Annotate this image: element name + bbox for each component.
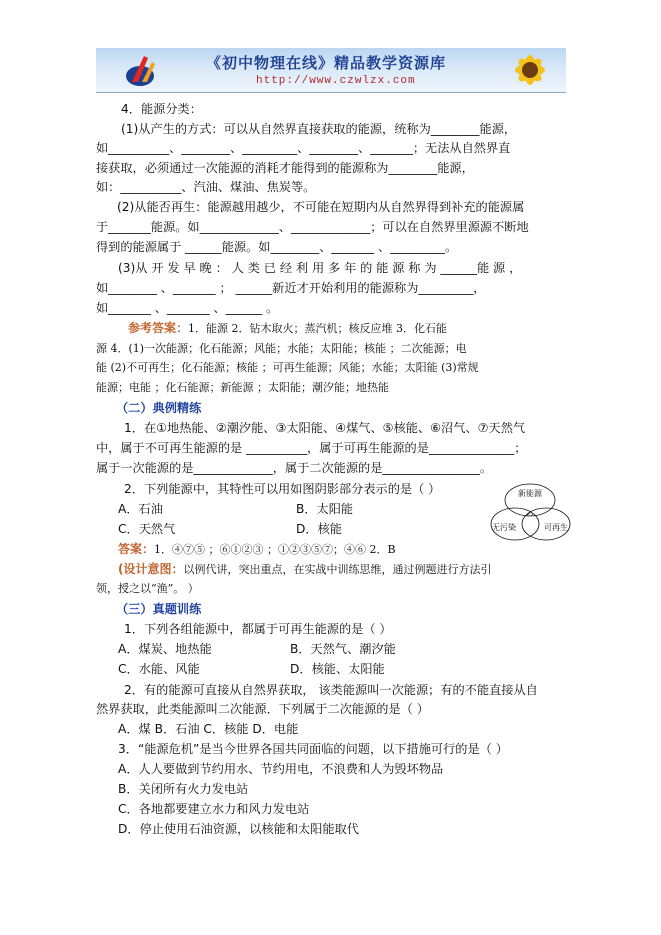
text-line: 如_______ 、_______ 、______ 。 xyxy=(96,301,279,315)
section-title: （三）真题训练 xyxy=(116,602,202,616)
venn-label-top: 新能源 xyxy=(518,489,542,498)
design-intent-line: 领，授之以“渔”。 ） xyxy=(96,582,199,595)
option-b: B．关闭所有火力发电站 xyxy=(118,782,249,796)
design-intent-label: (设计意图： xyxy=(118,562,184,576)
option-d: D．核能 xyxy=(296,522,342,536)
question-line: 2．有的能源可直接从自然界获取， 该类能源叫一次能源；有的不能直接从自 xyxy=(124,683,538,697)
option-d: D．停止使用石油资源，以核能和太阳能取代 xyxy=(118,822,359,836)
question-line: 然界获取，此类能源叫二次能源．下列属于二次能源的是（ ） xyxy=(96,702,429,716)
answer-line: 能 (2)不可再生；化石能源；核能 ；可再生能源；风能；水能；太阳能 (3)常规 xyxy=(96,361,479,374)
question-line: 1．在①地热能、②潮汐能、③太阳能、④煤气、⑤核能、⑥沼气、⑦天然气 xyxy=(124,421,526,435)
text-line: 于_______能源。如_____________、_____________；可以在自然界里源源不断地 xyxy=(96,220,529,234)
text-line: 如__________、________、_________、________、_______；无法从自然界直 xyxy=(96,141,511,155)
answer-label: 参考答案： xyxy=(128,321,189,335)
text-line: 得到的能源属于 ______能源。如________、_______ 、_________。 xyxy=(96,240,458,254)
text-line: (2)从能否再生：能源越用越少，不可能在短期内从自然界得到补充的能源属 xyxy=(117,200,525,214)
option-c: C．天然气 xyxy=(118,522,176,536)
answer-label: 答案： xyxy=(118,542,155,556)
header-banner xyxy=(96,48,566,93)
option-a: A．人人要做到节约用水、节约用电，不浪费和人为毁坏物品 xyxy=(118,762,444,776)
section-title: （二）典例精练 xyxy=(116,401,202,415)
logo-icon xyxy=(122,52,162,90)
venn-diagram xyxy=(488,482,572,544)
option-a: A．石油 xyxy=(118,502,163,516)
text-line: 如：__________、汽油、煤油、焦炭等。 xyxy=(96,180,316,194)
venn-label-left: 无污染 xyxy=(492,523,516,532)
item4-heading: 4．能源分类： xyxy=(121,102,202,116)
question-line: 属于一次能源的是_____________，属于二次能源的是________________。 xyxy=(96,461,493,475)
answer-line: 能源；电能 ；化石能源；新能源 ；太阳能；潮汐能；地热能 xyxy=(96,381,389,394)
question-line: 2．下列能源中，其特性可以用如图阴影部分表示的是（ ） xyxy=(124,482,441,496)
option-c: C．各地都要建立水力和风力发电站 xyxy=(118,802,310,816)
text-line: 接获取，必须通过一次能源的消耗才能得到的能源称为________能源， xyxy=(96,161,474,175)
text-line: (1)从产生的方式：可以从自然界直接获取的能源，统称为________能源， xyxy=(121,122,517,136)
design-intent-line xyxy=(118,561,492,578)
question-line: 3．“能源危机”是当今世界各国共同面临的问题，以下措施可行的是（ ） xyxy=(118,742,508,756)
option-line: A．煤 B．石油 C．核能 D．电能 xyxy=(118,722,299,736)
answer-line xyxy=(128,320,447,337)
answer-line: 源 4．(1)一次能源；化石能源；风能；水能；太阳能；核能 ；二次能源；电 xyxy=(96,342,467,355)
question-line: 1．下列各组能源中，都属于可再生能源的是（ ） xyxy=(124,622,392,636)
text-line: (3)从 开 发 早 晚 ： 人 类 已 经 利 用 多 年 的 能 源 称 为 ______能 源 ， xyxy=(118,261,522,275)
option-b: B．太阳能 xyxy=(296,502,354,516)
design-intent-text: 以例代讲，突出重点，在实战中训练思维，通过例题进行方法引 xyxy=(183,563,492,576)
banner-url: http://www.czwlzx.com xyxy=(256,75,416,87)
text-line: 如________ 、_______ ； ______新近才开始利用的能源称为_________， xyxy=(96,281,486,295)
sunflower-icon xyxy=(498,50,558,92)
option-b: B．天然气、潮汐能 xyxy=(290,642,396,656)
answer-line xyxy=(118,541,396,558)
venn-label-right: 可再生 xyxy=(544,523,568,532)
question-line: 中，属于不可再生能源的是 __________，属于可再生能源的是______________； xyxy=(96,441,527,455)
banner-title: 《初中物理在线》精品教学资源库 xyxy=(206,54,447,72)
option-c: C．水能、风能 xyxy=(118,662,200,676)
option-a: A．煤炭、地热能 xyxy=(118,642,212,656)
option-d: D．核能、太阳能 xyxy=(290,662,385,676)
answer-text: 1．能源 2．钻木取火；蒸汽机；核反应堆 3．化石能 xyxy=(188,322,448,335)
answer-text: 1．④⑦⑤ ；⑥①②③ ；①②③⑤⑦；④⑥ 2．B xyxy=(154,543,396,556)
